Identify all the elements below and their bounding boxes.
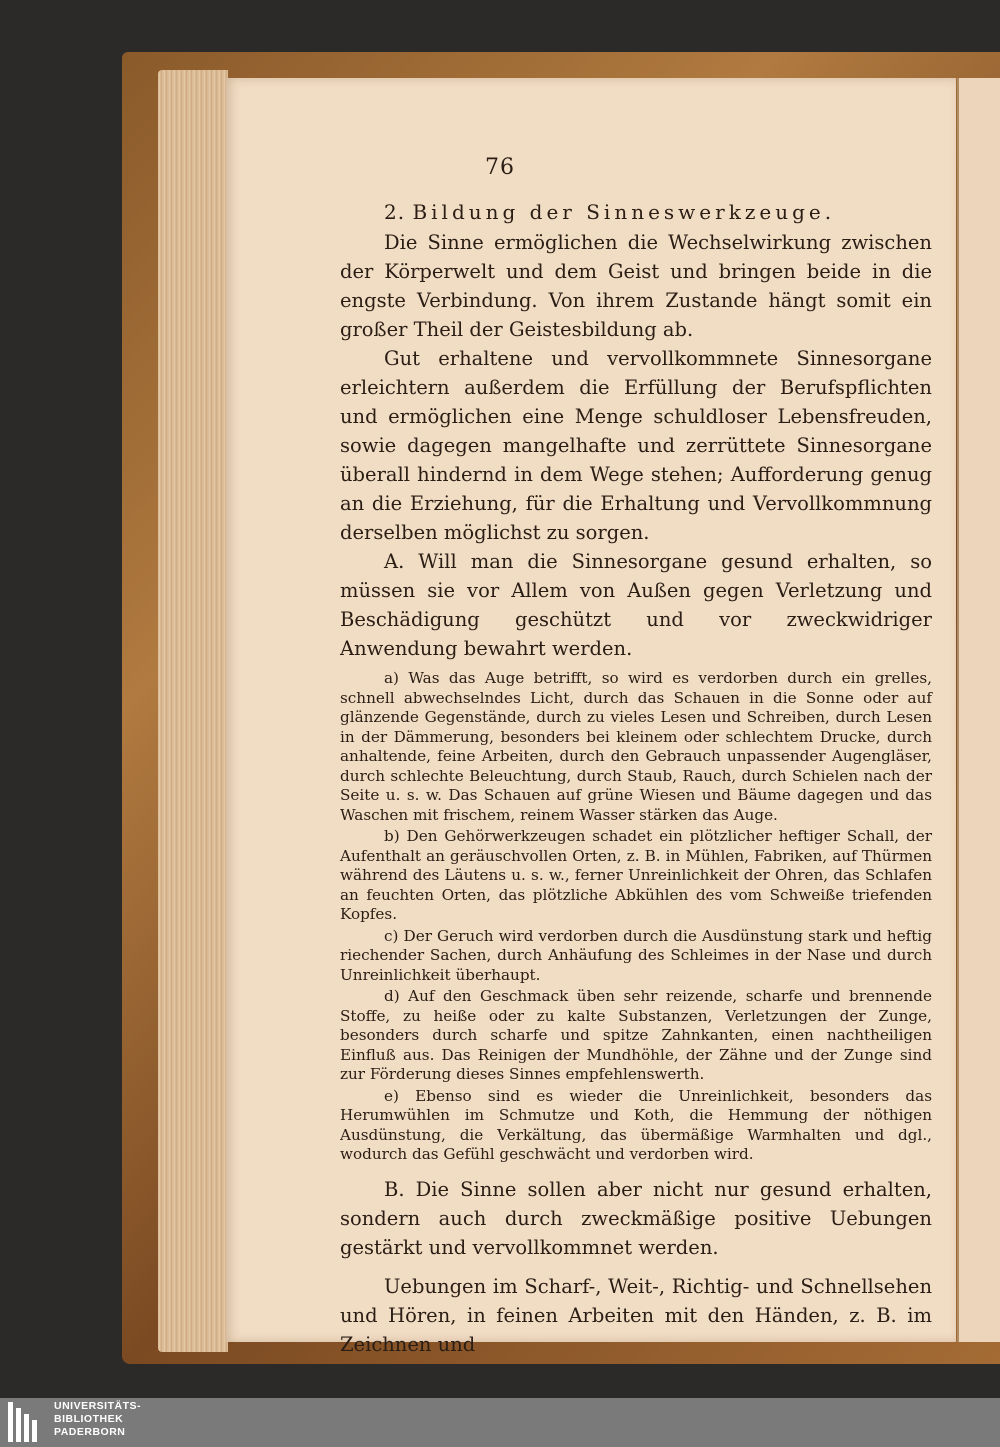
logo-line: UNIVERSITÄTS- [54,1400,142,1412]
page-edges [158,70,228,1352]
logo-line: BIBLIOTHEK [54,1413,124,1425]
small-paragraph: a) Was das Auge betrifft, so wird es verdorben durch ein grelles, schnell abwechselndes Licht, durch das Schauen in die Sonne oder auf glänzende Gegenstände, durch zu vieles Lesen und Schreiben, durch Lesen in der Dämmerung, besonders bei kleinem oder schlechtem Drucke, durch anhaltende, feine Arbeiten, durch den Gebrauch unpassender Augengläser, durch schlechte Beleuchtung, durch Staub, Rauch, durch Schielen nach der Seite u. s. w. Das Schauen auf grüne Wiesen und Bäume dagegen und das Waschen mit frischem, reinem Wasser stärken das Auge. [340,669,932,824]
small-paragraph: d) Auf den Geschmack üben sehr reizende, scharfe und brennende Stoffe, zu heiße oder zu kalte Substanzen, Verletzungen der Zunge, besonders durch scharfe und spitze Zahnkanten, einen nachtheiligen Einfluß aus. Das Reinigen der Mundhöhle, der Zähne und der Zunge sind zur Förderung dieses Sinnes empfehlenswerth. [340,987,932,1083]
heading-number: 2. [384,200,406,224]
library-logo-icon [6,1400,46,1444]
logo-line: PADERBORN [54,1426,126,1438]
paragraph: A. Will man die Sinnesorgane gesund erhalten, so müssen sie vor Allem von Außen gegen Verletzung und Beschädigung geschützt und vor zweckwidriger Anwendung bewahrt werden. [340,550,932,660]
library-logo-text [54,1400,254,1439]
small-paragraph: e) Ebenso sind es wieder die Unreinlichkeit, besonders das Herumwühlen im Schmutze und Koth, die Hemmung der nöthigen Ausdünstung, die Verkältung, das übermäßige Warmhalten und dgl., wodurch das Gefühl geschwächt und verdorben wird. [340,1086,932,1163]
small-print-paragraphs [340,669,932,1165]
next-page-edge [957,78,1000,1342]
page-text [340,200,932,1369]
heading-title: Bildung der Sinneswerkzeuge. [412,200,836,224]
small-paragraph: b) Den Gehörwerkzeugen schadet ein plötzlicher heftiger Schall, der Aufenthalt an geräuschvollen Orten, z. B. in Mühlen, Fabriken, auf Thürmen während des Läutens u. s. w., ferner Unreinlichkeit der Ohren, das Schlafen an feuchten Orten, das plötzliche Abkühlen des vom Schweiße triefenden Kopfes. [340,827,932,923]
paragraph: Uebungen im Scharf-, Weit-, Richtig- und Schnellsehen und Hören, in feinen Arbeiten mit den Händen, z. B. im Zeichnen und [340,1274,932,1356]
main-paragraphs [340,228,932,663]
small-paragraph: c) Der Geruch wird verdorben durch die Ausdünstung stark und heftig riechender Sachen, durch Anhäufung des Schleimes in der Nase und durch Unreinlichkeit überhaupt. [340,926,932,984]
paragraph: Gut erhaltene und vervollkommnete Sinnesorgane erleichtern außerdem die Erfüllung der Berufspflichten und ermöglichen eine Menge schuldloser Lebensfreuden, sowie dagegen mangelhafte und zerrüttete Sinnesorgane überall hindernd in dem Wege stehen; Aufforderung genug an die Erziehung, für die Erhaltung und Vervollkommnung derselben möglichst zu sorgen. [340,347,932,544]
section-heading [384,200,932,224]
paragraph: Die Sinne ermöglichen die Wechselwirkung zwischen der Körperwelt und dem Geist und bringen beide in die engste Verbindung. Von ihrem Zustande hängt somit ein großer Theil der Geistesbildung ab. [340,231,932,341]
page-number: 76 [485,155,515,180]
closing-paragraphs [340,1175,932,1359]
paragraph: B. Die Sinne sollen aber nicht nur gesund erhalten, sondern auch durch zweckmäßige positive Uebungen gestärkt und vervollkommnet werden. [340,1177,932,1259]
